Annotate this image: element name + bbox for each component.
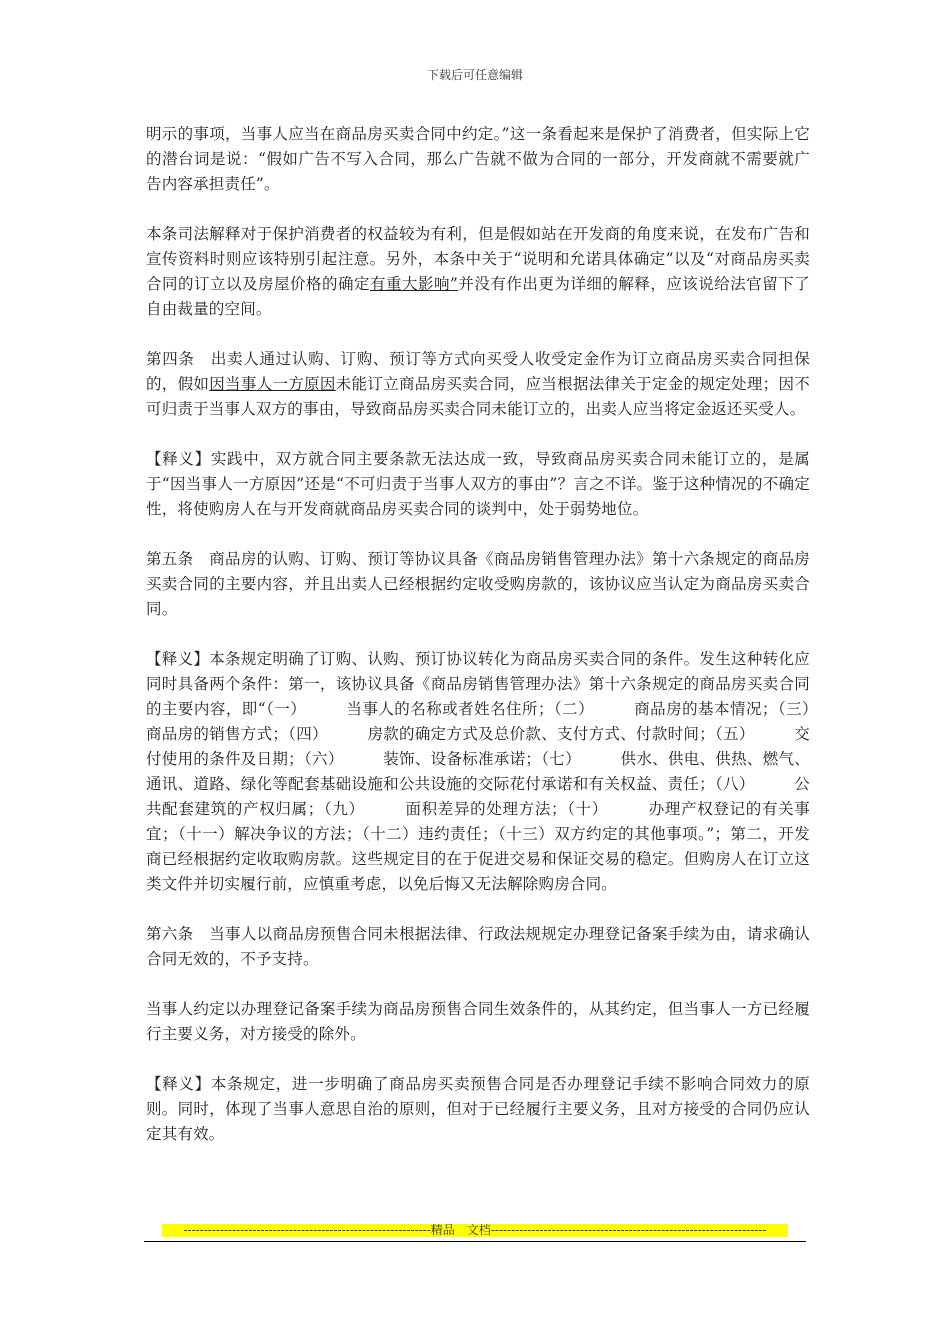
- paragraph-article-6-supplement: 当事人约定以办理登记备案手续为商品房预售合同生效条件的，从其约定，但当事人一方已经履行主要义务，对方接受的除外。: [146, 1000, 810, 1043]
- paragraph-explanation-6: 【释义】本条规定，进一步明确了商品房买卖预售合同是否办理登记手续不影响合同效力的原则。同时，体现了当事人意思自治的原则，但对于已经履行主要义务，且对方接受的合同仍应认定其有效。: [146, 1075, 810, 1143]
- page-header-note: 下载后可任意编辑: [426, 68, 523, 82]
- underlined-phrase: 因当事人一方原因: [209, 375, 336, 393]
- footer-dashes-left: -------------------------------------------------------------: [183, 1224, 431, 1237]
- paragraph-advert-clause: 明示的事项，当事人应当在商品房买卖合同中约定。”这一条看起来是保护了消费者，但实际上它的潜台词是说：“假如广告不写入合同，那么广告就不做为合同的一部分，开发商就不需要就广告内容承担责任”。: [146, 125, 810, 193]
- underlined-phrase: 有重大影响”: [369, 275, 459, 293]
- paragraph-article-5: 第五条 商品房的认购、订购、预订等协议具备《商品房销售管理办法》第十六条规定的商品房买卖合同的主要内容，并且出卖人已经根据约定收受购房款的，该协议应当认定为商品房买卖合同。: [146, 550, 810, 618]
- paragraph-explanation-5: 【释义】本条规定明确了订购、认购、预订协议转化为商品房买卖合同的条件。发生这种转化应同时具备两个条件：第一，该协议具备《商品房销售管理办法》第十六条规定的商品房买卖合同的主要内容，即“（一） 当事人的名称或者姓名住所；（二） 商品房的基本情况；（三） 商品房的销售方式；（四） 房款的确定方式及总价款、支付方式、付款时间；（五） 交付使用的条件及日期；（六） 装饰、设备标准承诺；（七） 供水、供电、供热、燃气、通讯、道路、绿化等配套基础设施和公共设施的交际花付承诺和有关权益、责任；（八） 公共配套建筑的产权归属；（九） 面积差异的处理方法；（十） 办理产权登记的有关事宜；（十一）解决争议的方法；（十二）违约责任；（十三）双方约定的其他事项。”；第二，开发商已经根据约定收取购房款。这些规定目的在于促进交易和保证交易的稳定。但购房人在订立这类文件并切实履行前，应慎重考虑，以免后悔又无法解除购房合同。: [146, 650, 858, 893]
- paragraph-article-4: [146, 347, 810, 422]
- paragraph-article-6: 第六条 当事人以商品房预售合同未根据法律、行政法规规定办理登记备案手续为由，请求确认合同无效的，不予支持。: [146, 925, 810, 968]
- paragraph-text: 第四条 出卖人通过认购、订购、预订等方式向买受人收受定金作为订立商品房买卖合同担保的，假如: [146, 350, 810, 393]
- paragraph-judicial-interpretation: [146, 222, 810, 322]
- document-body: [146, 122, 858, 1172]
- footer-dashes-right: --------------------------------------------------------------------: [490, 1224, 767, 1237]
- paragraph-text: 并没有作出更为详细的解释，应该说给法官留下了自由裁量的空间。: [146, 275, 810, 318]
- footer-banner: [162, 1224, 788, 1237]
- paragraph-explanation-4: 【释义】实践中，双方就合同主要条款无法达成一致，导致商品房买卖合同未能订立的，是属于“因当事人一方原因”还是“不可归责于当事人双方的事由”？言之不详。鉴于这种情况的不确定性，将使购房人在与开发商就商品房买卖合同的谈判中，处于弱势地位。: [146, 450, 810, 518]
- paragraph-text: 未能订立商品房买卖合同，应当根据法律关于定金的规定处理；因不可归责于当事人双方的事由，导致商品房买卖合同未能订立的，出卖人应当将定金返还买受人。: [146, 375, 810, 418]
- paragraph-text: 本条司法解释对于保护消费者的权益较为有利，但是假如站在开发商的角度来说，在发布广告和宣传资料时则应该特别引起注意。另外，本条中关于“说明和允诺具体确定”以及“对商品房买卖合同的订立以及房屋价格的确定: [146, 225, 810, 293]
- footer-label: 精品 文档: [430, 1224, 491, 1237]
- footer-divider: [144, 1241, 806, 1242]
